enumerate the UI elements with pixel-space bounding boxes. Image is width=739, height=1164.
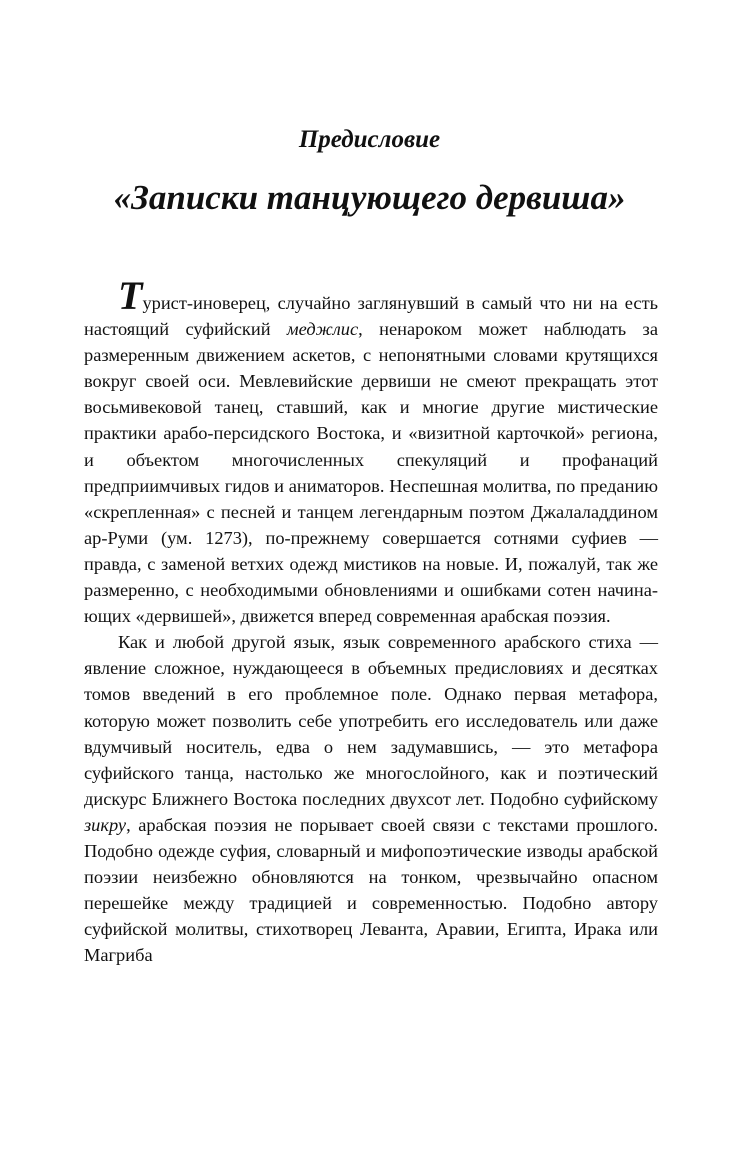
chapter-title: «Записки танцующего дервиша» (113, 178, 626, 217)
paragraph-2-emphasis: зикру (84, 814, 127, 835)
paragraph-2-part-b: , арабская поэзия не порывает своей связи с текстами прошлого. Подобно одежде суфия, словарный и мифопоэтические изводы арабской поэзии неизбежно обновляются на тонком, чрезвычайно опасном перешейке между традицией и современностью. Подобно автору суфийской молитвы, стихотворец Леванта, Аравии, Египта, Ирака или Магриба (84, 814, 658, 966)
paragraph-2-part-a: Как и любой другой язык, язык современного арабского стиха — явление сложное, нуждающееся в объемных предисловиях и десятках томов введений в его проблемное поле. Однако первая метафора, которую может позволить себе употребить его исследователь или даже вдумчивый носитель, едва о нем задумавшись, — это метафора суфийского танца, настолько же многослойного, как и поэтический дискурс Ближнего Востока последних двухсот лет. Подобно суфийскому (84, 632, 658, 809)
paragraph-1 (84, 273, 658, 629)
paragraph-2 (84, 629, 658, 968)
paragraph-1-part-a: урист-иноверец, случайно заглянувший в самый что ни на есть настоящий суфийский (84, 293, 658, 340)
section-subtitle: Предисловие (298, 126, 441, 153)
paragraph-1-part-b: , ненароком может наблюдать за размеренным движением аскетов, с непонятными словами крутящихся вокруг своей оси. Мевлевийские дервиши не смеют прекращать этот восьмивековой танец, ставший, как и многие другие мистические практики арабо-персидского Востока, и «визитной карточкой» региона, и объектом многочисленных спекуляций и профанаций предприимчивых гидов и аниматоров. Неспешная молитва, по преданию «скрепленная» с песней и танцем легендарным поэтом Джалаладдином ар-Руми (ум. 1273), по-прежнему совершается сотнями суфиев — правда, с заменой ветхих одежд мистиков на новые. И, пожалуй, так же размеренно, с необходимыми обновлениями и ошибками сотен начинающих «дервишей», движется вперед современная арабская поэзия. (84, 319, 658, 627)
drop-cap: Т (118, 273, 143, 318)
paragraph-1-emphasis: меджлис (286, 319, 359, 340)
body-text (84, 273, 658, 968)
